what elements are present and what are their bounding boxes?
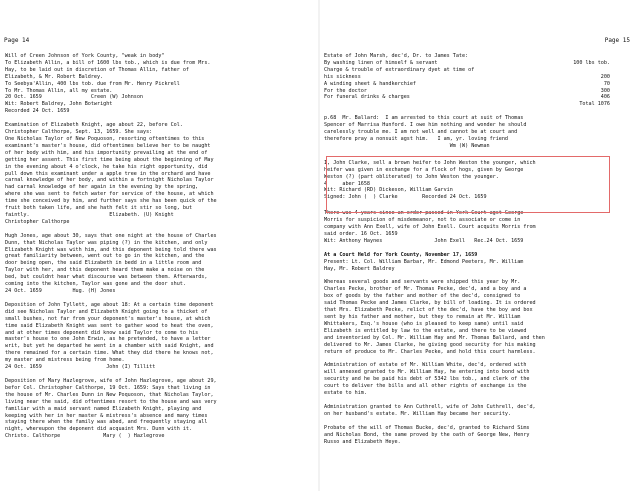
text-line: Examination of Elizabeth Knight, age about 22, before Col.	[5, 122, 183, 129]
estate-item: For funeral drinks & charges	[324, 94, 410, 101]
text-line: Morris for suspicion of misdemeanor, not to associate or come in	[324, 217, 521, 224]
estate-row	[324, 53, 624, 60]
text-line: Wit: Robert Baldrey, John Botwright	[5, 101, 113, 108]
text-line: befor Col. Christopher Calthorpe, 19 Oct. 1659: Says that living in	[5, 384, 211, 391]
text-line: Christopher Calthorpe, Sept. 13, 1659. She says:	[5, 129, 153, 136]
text-line: Elizabeth Knight was with him, and this deponent being told there was	[5, 246, 217, 253]
text-line: Christo. Calthorpe Mary ( ) Hazlegrove	[5, 433, 165, 440]
estate-item: his sickness	[324, 73, 361, 80]
text-line: master's house to one John Erwin, as he pretended, to have a letter	[5, 336, 211, 343]
text-line: Administration of estate of Mr. William White, dec'd, ordered with	[324, 362, 527, 369]
text-line: 24 Oct. 1659 Hug. (H) Jones	[5, 288, 116, 294]
left-paragraph	[5, 233, 305, 295]
estate-amount: 200	[600, 73, 610, 80]
estate-amount: 70	[603, 80, 610, 87]
text-line: Will of Creen Johnson of York County, "weak in body"	[5, 53, 165, 59]
text-line: therefore pray a nonsuit agst him. I am, yr. loving friend	[324, 135, 509, 142]
estate-item: A winding sheet & handkerchief	[324, 80, 417, 87]
text-line: carelessly trouble me. I am not well and cannot be at court and	[324, 129, 518, 136]
left-paragraph	[5, 378, 305, 440]
text-line: carnal knowledge of her body, and within a fortnight Nicholas Taylor	[5, 177, 214, 184]
text-line: night, whereupon the deponent did acquaint Mrs. Dunn with it.	[5, 426, 193, 433]
right-page	[320, 0, 638, 491]
text-line: heifer was given in exchange for a flock of hogs, given by George	[324, 166, 524, 173]
text-line: Recorded 24 Oct. 1659	[5, 108, 70, 115]
text-line: I, John Clarke, sell a brown heifer to John Weston the younger, which	[324, 159, 536, 166]
text-line: security and he be paid his debt of 5342 lbs tob., and clerk of the	[324, 376, 530, 383]
text-line: Spencer of Marrisa Hunford. I owe him nothing and wonder he should	[324, 122, 527, 129]
estate-row	[324, 67, 624, 74]
text-line: At a Court Held for York County, November 17, 1659	[324, 251, 478, 258]
text-line: Christopher Calthorpe	[5, 218, 70, 225]
text-line: p.68 Mr. Ballard: I am arrested to this court at suit of Thomas	[324, 115, 524, 122]
estate-row	[324, 74, 624, 81]
right-paragraph	[324, 252, 624, 273]
text-line: court to deliver the bills and all other rights of exchange is the	[324, 383, 527, 390]
text-line: Signed: John ( ) Clarke Recorded 24 Oct. 1659	[324, 194, 487, 201]
text-line: the house of Mr. Charles Dunn in New Poquoson, that Nicholas Taylor,	[5, 391, 214, 398]
text-line: 24 Oct. 1659 John (I) Tillitt	[5, 364, 156, 371]
text-line: To Seebya'Allin, 400 lbs tob. due from Mr. Henry Pickrell	[5, 80, 180, 87]
text-line: Deposition of John Tyllett, age about 18: At a certain time deponent	[5, 301, 214, 308]
estate-row	[324, 94, 624, 101]
text-line: door being open, the said Elizabeth in bedd in a little room and	[5, 260, 202, 267]
text-line: faintly. Elizabeth. (U) Knight	[5, 211, 174, 218]
text-line: Whereas several goods and servants were shipped this year by Mr.	[324, 279, 521, 286]
right-paragraph	[324, 425, 624, 446]
text-line: and Nicholas Bond, the same proved by the oath of George New, Henry	[324, 431, 530, 438]
text-line: 20 Oct. 1659 Creen (W) Johnson	[5, 94, 144, 101]
text-line: sent by his father and mother, but they to remain at Mr. William	[324, 314, 521, 320]
text-line: did see Nicholas Taylor and Elizabeth Knight going to a thicket of	[5, 308, 208, 315]
left-paragraph	[5, 302, 305, 371]
text-line: Wit: Richard (RD) Dickeson, William Garvin	[324, 187, 453, 194]
page-number-left: Page 14	[4, 37, 30, 44]
text-line: Wm (W) Newman	[324, 142, 490, 149]
right-paragraph	[324, 362, 624, 397]
text-line: keeping with her in her master & mistress's absence and many times	[5, 412, 208, 419]
text-line: Administration granted to Ann Cuthrell, wife of John Cuthrell, dec'd,	[324, 403, 536, 410]
text-line: Weston (?) (part obliterated) to John Weston the younger.	[324, 173, 499, 180]
text-line: Hay, Mr. Robert Baldrey	[324, 265, 395, 272]
text-line: will annexed granted to Mr. William Hay, he entering into bond with	[324, 369, 530, 376]
text-line: living near the said, did oftentimes resort to the house and was very	[5, 398, 217, 405]
estate-item: By washing linen of himself & servant	[324, 59, 438, 66]
text-line: box of goods by the father and mother of the dec'd, consigned to	[324, 293, 521, 300]
text-line: Charles Pecke, brother of Mr. Thomas Pecke, dec'd, and a boy and a	[324, 286, 527, 293]
text-line: time she conceived by him, and further says she has been quick of the	[5, 198, 217, 205]
estate-amount	[610, 67, 624, 74]
text-line: 4 aber 1658	[324, 180, 371, 187]
highlight-box	[326, 156, 610, 213]
right-paragraph	[324, 210, 624, 245]
estate-account	[324, 53, 624, 108]
estate-row	[324, 81, 624, 88]
text-line: pull down this examinant under a apple tree in the orchard and have	[5, 170, 211, 177]
text-line: had carnal knowledge of her again in the evening by the spring,	[5, 184, 199, 191]
text-line: there remained for a certain time. What they did there he knows not,	[5, 350, 214, 357]
text-line: familiar with a maid servant named Elizabeth Knight, playing and	[5, 405, 202, 412]
text-line: bed, but couldnt hear what discourse was between them. Afterwards,	[5, 274, 208, 281]
estate-row	[324, 101, 624, 108]
text-line: Present: Lt. Col. William Barbar, Mr. Edmond Peeters, Mr. William	[324, 258, 524, 265]
left-paragraph	[5, 122, 305, 226]
text-line: said order. 16 Oct. 1659	[324, 230, 398, 237]
text-line: said Thomas Pecke and James Clarke, by bill of loading. It is ordered	[324, 300, 536, 307]
text-line: return of produce to Mr. Charles Pecke, and hold this court harmless.	[324, 348, 536, 355]
text-line: and inventoried by Col. Mr. William Hay and Mr. Thomas Ballard, and then	[324, 334, 545, 341]
estate-amount	[610, 53, 624, 60]
text-line: Hugh Jones, age about 30, says that one night at the house of Charles	[5, 232, 217, 239]
estate-row	[324, 88, 624, 95]
estate-item: Charge & trouble of extraordinary dyet at time of	[324, 66, 475, 73]
right-paragraph	[324, 115, 624, 150]
text-line: To Elizabeth Allin, a bill of 1600 lbs tob., which is due from Mrs.	[5, 59, 211, 66]
estate-row	[324, 60, 624, 67]
text-line: One Nicholas Taylor of New Poquoson, resorting oftentimes to this	[5, 135, 205, 142]
left-paragraph	[5, 53, 305, 115]
text-line: Whittakers, Esq.'s house (who is pleased to keep same) until said	[324, 320, 524, 327]
estate-amount: 300	[600, 87, 610, 94]
text-line: coming into the kitchen, Taylor was gone and the door shut.	[5, 281, 186, 288]
text-line: on her husband's estate. Mr. William Hay became her security.	[324, 410, 512, 417]
text-line: Hay, to be laid out in discretion of Thomas Allin, father of	[5, 66, 190, 73]
text-line: getting her assent. This first time being about the beginning of May	[5, 156, 214, 163]
text-line: estate to him.	[324, 390, 367, 397]
text-line: Russo and Elizabeth Heye.	[324, 438, 401, 445]
estate-item: For the doctor	[324, 87, 367, 94]
text-line: To Mr. Thomas Allin, all my estate.	[5, 87, 113, 94]
text-line: Taylor with her, and this deponent heard them make a noise on the	[5, 267, 205, 274]
text-line: writ, but yet he departed he went in a chamber with said Knight, and	[5, 343, 214, 350]
text-line: my master and mistress being from home.	[5, 357, 125, 364]
text-line: delivered to Mr. James Clarke, he giving good security for his making	[324, 341, 536, 348]
text-line: and at other times deponent did know said Taylor to come to his	[5, 329, 199, 336]
text-line: great familiarity between, went out to go in the kitchen, and the	[5, 253, 205, 260]
text-line: time said Elizabeth Knight was sent to gather wood to heat the oven,	[5, 322, 214, 329]
text-line: that Mrs. Elizabeth Pecke, relict of the dec'd, have the boy and box	[324, 307, 533, 314]
text-line: where she was sent to fetch water for service of the house, at which	[5, 191, 214, 198]
text-line: Deposition of Mary Hazlegrove, wife of John Hazlegrove, age about 29,	[5, 377, 217, 384]
left-page	[0, 0, 318, 491]
text-line: Elizabeth is entitled by law to the estate, and there to be viewed	[324, 327, 527, 334]
text-line: Wit: Anthony Haynes John Exell Rec.24 Oct. 1659	[324, 237, 524, 244]
text-line: fruit both taken life, and she hath felt it stir so long, but	[5, 205, 193, 212]
text-line: Dunn, that Nicholas Taylor was piping (?) in the kitchen, and only	[5, 239, 208, 246]
right-paragraph	[324, 404, 624, 418]
estate-amount: 100 lbs tob.	[573, 59, 610, 66]
text-line: Elizabeth, & Mr. Robert Baldrey.	[5, 73, 104, 80]
estate-amount: Total 1076	[579, 101, 610, 108]
estate-item: Estate of John Marsh, dec'd, Dr. to James Tate:	[324, 53, 469, 59]
text-line: of her body with him, and his importunity prevailing at the end of	[5, 149, 208, 156]
text-line: in the evening about 4 o'clock, he take his right opportunity, did	[5, 163, 208, 170]
right-column	[324, 53, 624, 453]
estate-amount: 406	[600, 94, 610, 101]
left-column	[5, 53, 305, 447]
text-line: small bushes, not far from your deponent's master's house, at which	[5, 315, 211, 322]
text-line: company with Ann Exell, wife of John Exell. Court acquits Morris from	[324, 224, 536, 231]
text-line: staying there when the family was abed, and frequently staying all	[5, 419, 208, 426]
page-number-right: Page 15	[604, 37, 630, 44]
text-line: There was 4 years since an order passed in York Court agst George	[324, 210, 524, 217]
right-paragraph	[324, 279, 624, 355]
text-line: examinant's master's house, did oftentimes believe her to be naught	[5, 142, 211, 149]
text-line: Probate of the will of Thomas Bucke, dec'd, granted to Richard Sims	[324, 424, 530, 431]
